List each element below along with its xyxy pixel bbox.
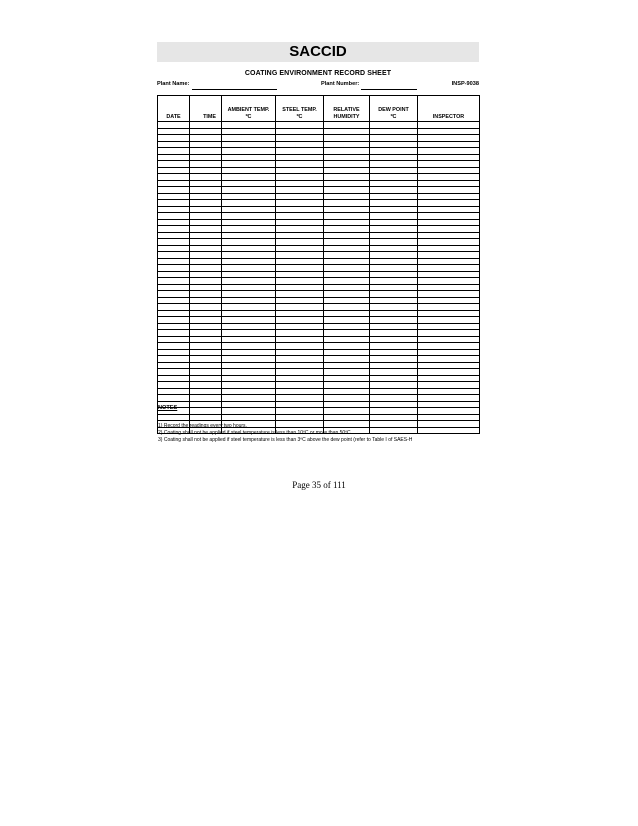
col-header-ambient-temp: AMBIENT TEMP. ºC (222, 96, 276, 122)
plant-info-row (157, 81, 479, 91)
col-header-dew-point: DEW POINT ºC (370, 96, 418, 122)
notes-section (158, 405, 488, 443)
table-header-row (158, 96, 480, 122)
form-code: INSP-9038 (451, 81, 479, 87)
note-item: 1) Record the readings every two hours. (158, 423, 247, 429)
note-item: 2) Coating shall not be applied if steel temperature is less than 10ºC or more than 50ºC. (158, 430, 353, 436)
sheet-title: COATING ENVIRONMENT RECORD SHEET (244, 70, 392, 77)
record-table (157, 95, 480, 434)
page-number: Page 35 of 111 (292, 480, 346, 490)
company-name: SACCID (289, 43, 347, 60)
plant-name-label: Plant Name: (157, 81, 190, 87)
col-header-inspector: INSPECTOR (418, 96, 480, 122)
table-body (158, 122, 480, 434)
plant-number-blank (361, 89, 417, 90)
col-header-relative-humidity: RELATIVE HUMIDITY (324, 96, 370, 122)
plant-number-label: Plant Number: (321, 81, 360, 87)
notes-title: NOTES (158, 405, 178, 411)
col-header-date: DATE (158, 96, 190, 122)
company-banner (157, 42, 479, 62)
note-item: 3) Coating shall not be applied if steel temperature is less than 3ºC above the dew point (refer to Table I of SAES-H (158, 437, 413, 443)
plant-name-blank (192, 89, 277, 90)
col-header-steel-temp: STEEL TEMP. ºC (276, 96, 324, 122)
col-header-time: TIME (190, 96, 222, 122)
